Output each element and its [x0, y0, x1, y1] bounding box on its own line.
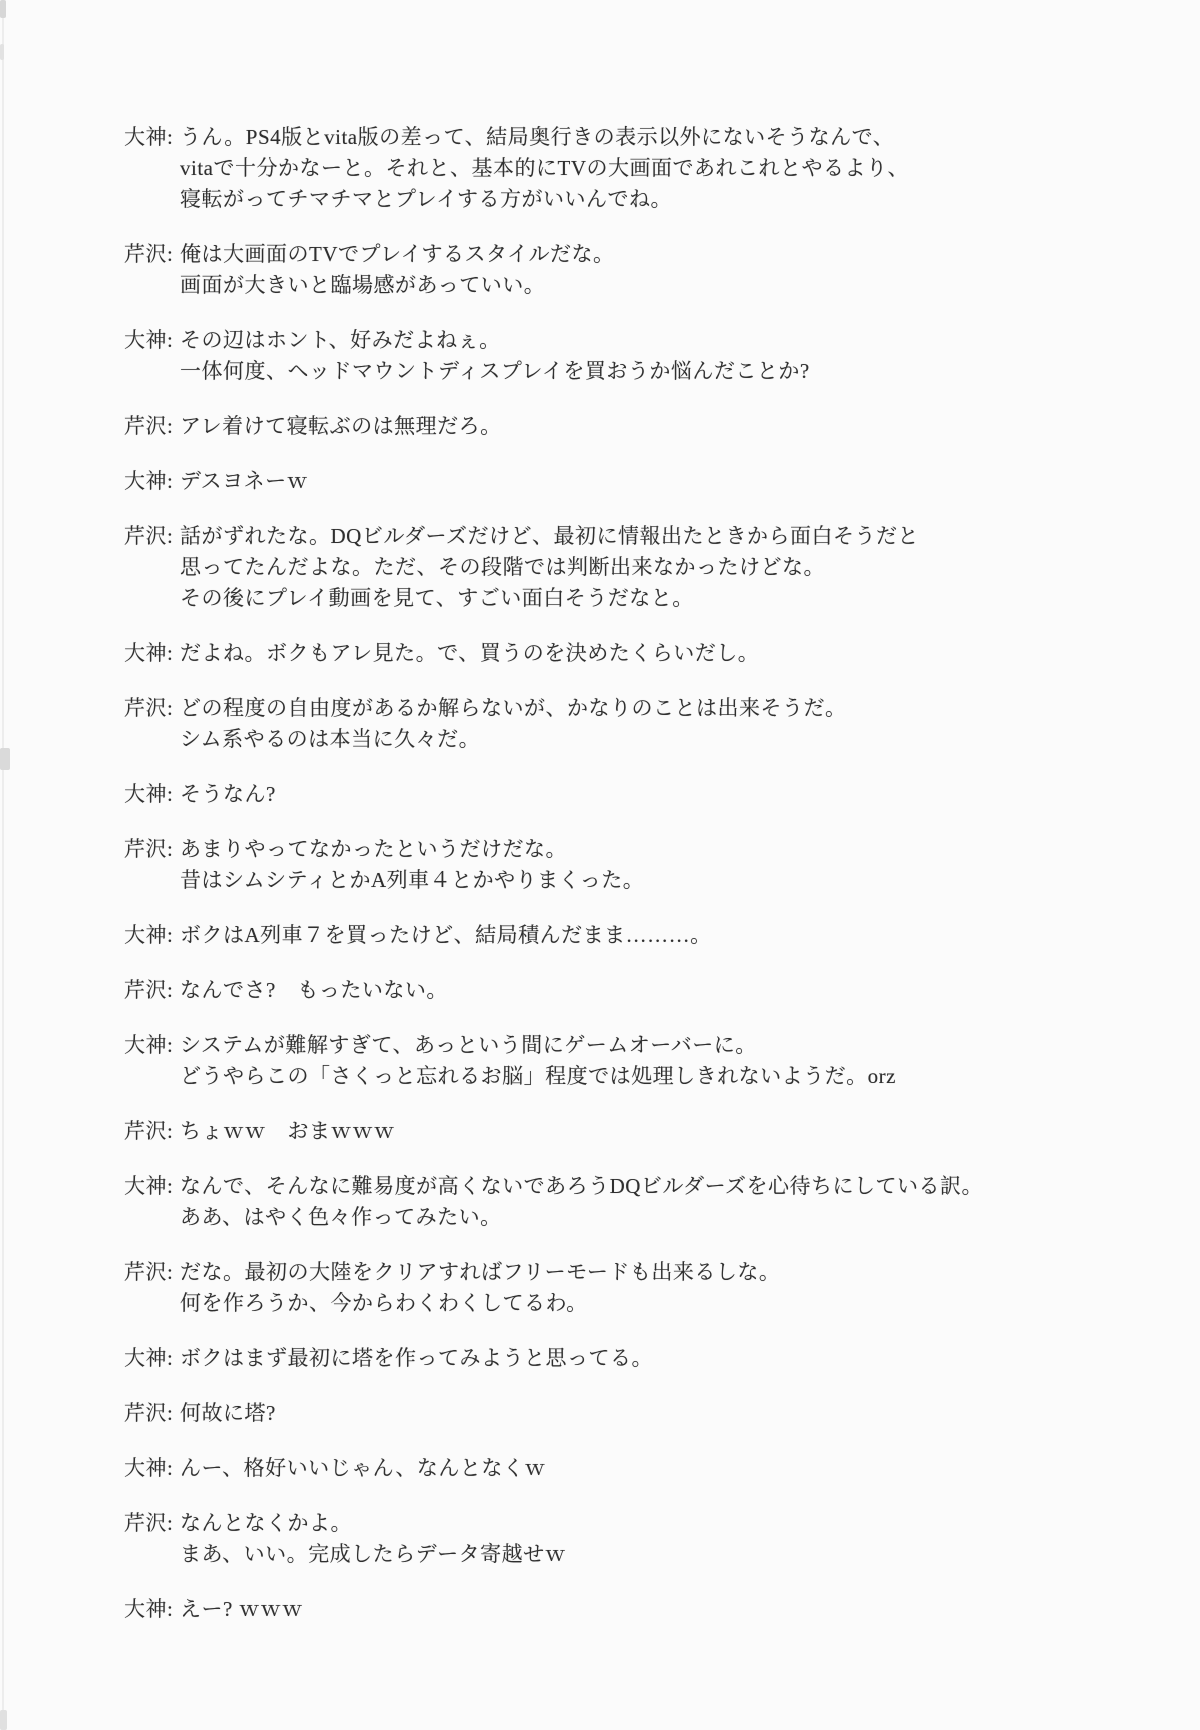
- speaker-label: 大神:: [124, 1597, 174, 1621]
- dialogue-text-line: システムが難解すぎて、あっという間にゲームオーバーに。: [180, 1033, 757, 1057]
- dialogue-text-line: なんとなくかよ。: [180, 1511, 352, 1535]
- dialogue-text: [180, 920, 1144, 951]
- dialogue-turn: [124, 779, 1144, 810]
- speaker-label: 大神:: [124, 469, 174, 493]
- dialogue-text-line: そうなん?: [180, 782, 276, 806]
- dialogue-text-line: 話がずれたな。DQビルダーズだけど、最初に情報出たときから面白そうだと: [180, 524, 919, 548]
- scan-artifact: [0, 748, 10, 770]
- dialogue-turn: [124, 693, 1144, 755]
- dialogue-text: [180, 122, 1144, 215]
- dialogue-text-line: デスヨネーｗ: [180, 469, 309, 493]
- dialogue-text-line: だよね。ボクもアレ見た。で、買うのを決めたくらいだし。: [180, 641, 760, 665]
- dialogue-text-line: うん。PS4版とvita版の差って、結局奥行きの表示以外にないそうなんで、: [180, 125, 895, 149]
- speaker-label: 芹沢:: [124, 242, 174, 266]
- scan-artifact: [0, 44, 4, 60]
- dialogue-text-line: vitaで十分かなーと。それと、基本的にTVの大画面であれこれとやるより、: [180, 156, 909, 180]
- speaker-label: 芹沢:: [124, 524, 174, 548]
- dialogue-text: [180, 1508, 1144, 1570]
- dialogue-text-line: その後にプレイ動画を見て、すごい面白そうだなと。: [180, 586, 694, 610]
- scan-artifact: [0, 1710, 7, 1730]
- dialogue-text-line: 何故に塔?: [180, 1401, 276, 1425]
- speaker-label: 大神:: [124, 1174, 174, 1198]
- dialogue-turn: [124, 920, 1144, 951]
- dialogue-list: [124, 122, 1144, 1649]
- dialogue-turn: [124, 1257, 1144, 1319]
- dialogue-text: [180, 521, 1144, 614]
- dialogue-text: [180, 834, 1144, 896]
- speaker-label: 大神:: [124, 125, 174, 149]
- dialogue-turn: [124, 521, 1144, 614]
- speaker-label: 芹沢:: [124, 978, 174, 1002]
- dialogue-text: [180, 1171, 1144, 1233]
- dialogue-text-line: えー? ｗｗｗ: [180, 1597, 304, 1621]
- dialogue-text: [180, 411, 1144, 442]
- dialogue-text: [180, 779, 1144, 810]
- dialogue-turn: [124, 1343, 1144, 1374]
- dialogue-turn: [124, 1508, 1144, 1570]
- dialogue-turn: [124, 325, 1144, 387]
- scan-edge-line: [2, 0, 4, 1730]
- dialogue-text-line: 俺は大画面のTVでプレイするスタイルだな。: [180, 242, 615, 266]
- dialogue-turn: [124, 834, 1144, 896]
- speaker-label: 芹沢:: [124, 1260, 174, 1284]
- dialogue-text: [180, 1116, 1144, 1147]
- dialogue-text-line: んー、格好いいじゃん、なんとなくｗ: [180, 1456, 546, 1480]
- dialogue-text: [180, 638, 1144, 669]
- dialogue-turn: [124, 122, 1144, 215]
- dialogue-turn: [124, 975, 1144, 1006]
- speaker-label: 大神:: [124, 1033, 174, 1057]
- speaker-label: 芹沢:: [124, 837, 174, 861]
- dialogue-text: [180, 975, 1144, 1006]
- dialogue-turn: [124, 638, 1144, 669]
- dialogue-turn: [124, 1398, 1144, 1429]
- speaker-label: 大神:: [124, 328, 174, 352]
- speaker-label: 大神:: [124, 782, 174, 806]
- dialogue-text: [180, 1030, 1144, 1092]
- speaker-label: 大神:: [124, 641, 174, 665]
- scan-artifact: [0, 0, 6, 18]
- dialogue-text-line: ボクはA列車７を買ったけど、結局積んだまま………。: [180, 923, 712, 947]
- speaker-label: 芹沢:: [124, 1511, 174, 1535]
- dialogue-turn: [124, 1594, 1144, 1625]
- dialogue-text-line: 画面が大きいと臨場感があっていい。: [180, 273, 546, 297]
- speaker-label: 大神:: [124, 1456, 174, 1480]
- speaker-label: 芹沢:: [124, 1401, 174, 1425]
- dialogue-text: [180, 1343, 1144, 1374]
- dialogue-text-line: どうやらこの「さくっと忘れるお脳」程度では処理しきれないようだ。orz: [180, 1064, 896, 1088]
- dialogue-text-line: なんでさ? もったいない。: [180, 978, 448, 1002]
- dialogue-text-line: 思ってたんだよな。ただ、その段階では判断出来なかったけどな。: [180, 555, 825, 579]
- dialogue-text: [180, 466, 1144, 497]
- speaker-label: 大神:: [124, 1346, 174, 1370]
- dialogue-text-line: 昔はシムシティとかA列車４とかやりまくった。: [180, 868, 645, 892]
- speaker-label: 大神:: [124, 923, 174, 947]
- dialogue-text: [180, 1257, 1144, 1319]
- dialogue-text-line: ボクはまず最初に塔を作ってみようと思ってる。: [180, 1346, 653, 1370]
- dialogue-turn: [124, 1453, 1144, 1484]
- dialogue-text: [180, 1594, 1144, 1625]
- speaker-label: 芹沢:: [124, 1119, 174, 1143]
- dialogue-text: [180, 1453, 1144, 1484]
- dialogue-text-line: ああ、はやく色々作ってみたい。: [180, 1205, 502, 1229]
- dialogue-text-line: 一体何度、ヘッドマウントディスプレイを買おうか悩んだことか?: [180, 359, 810, 383]
- dialogue-turn: [124, 1116, 1144, 1147]
- dialogue-turn: [124, 239, 1144, 301]
- dialogue-text-line: シム系やるのは本当に久々だ。: [180, 727, 481, 751]
- dialogue-turn: [124, 1171, 1144, 1233]
- dialogue-text-line: どの程度の自由度があるか解らないが、かなりのことは出来そうだ。: [180, 696, 847, 720]
- speaker-label: 芹沢:: [124, 414, 174, 438]
- dialogue-text-line: あまりやってなかったというだけだな。: [180, 837, 567, 861]
- dialogue-text: [180, 693, 1144, 755]
- dialogue-text-line: 寝転がってチマチマとプレイする方がいいんでね。: [180, 187, 672, 211]
- dialogue-text-line: まあ、いい。完成したらデータ寄越せｗ: [180, 1542, 567, 1566]
- dialogue-text-line: その辺はホント、好みだよねぇ。: [180, 328, 501, 352]
- dialogue-text-line: なんで、そんなに難易度が高くないであろうDQビルダーズを心待ちにしている訳。: [180, 1174, 984, 1198]
- dialogue-text-line: ちょｗｗ おまｗｗｗ: [180, 1119, 395, 1143]
- dialogue-text-line: だな。最初の大陸をクリアすればフリーモードも出来るしな。: [180, 1260, 781, 1284]
- dialogue-text-line: 何を作ろうか、今からわくわくしてるわ。: [180, 1291, 588, 1315]
- speaker-label: 芹沢:: [124, 696, 174, 720]
- dialogue-text: [180, 239, 1144, 301]
- dialogue-turn: [124, 411, 1144, 442]
- dialogue-turn: [124, 466, 1144, 497]
- dialogue-text-line: アレ着けて寝転ぶのは無理だろ。: [180, 414, 502, 438]
- dialogue-text: [180, 1398, 1144, 1429]
- dialogue-text: [180, 325, 1144, 387]
- dialogue-turn: [124, 1030, 1144, 1092]
